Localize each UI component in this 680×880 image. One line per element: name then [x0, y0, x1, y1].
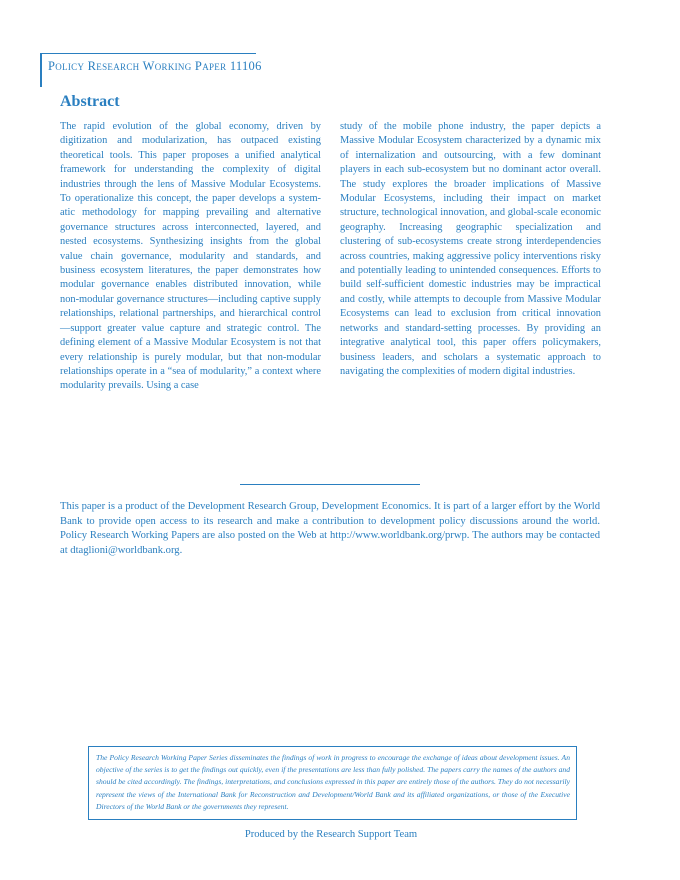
series-title: Policy Research Working Paper 11106	[48, 59, 262, 73]
abstract-column-right: study of the mobile phone industry, the paper depicts a Massive Modular Ecosystem characterized by a dynamic mix of internalization and outsourcing, with a few dominant players in each sub-ecosystem but no dominant actor overall. The study explores the broader implications of Massive Modular Ecosystems, including their impact on market structure, technological innovation, and global-scale economic geography. Increasing geographic specialization and clustering of sub-ecosystems create strong interdependencies across countries, making aggressive policy interventions risky and potentially leading to unintended consequences. Efforts to build self-sufficient domestic industries may be impractical and costly, while attempts to decouple from Massive Modular Ecosystems can lead to exclusion from critical innovation networks and standard-setting processes. By providing an integrative analytical tool, this paper offers policymakers, business leaders, and scholars a systematic approach to navigating the complexities of modern digital industries.	[340, 121, 601, 377]
section-divider	[240, 484, 420, 485]
disclaimer-box	[88, 746, 577, 820]
abstract-column-left: The rapid evolution of the global economy, driven by digitization and modularization, has outpaced existing theoretical tools. This paper proposes a unified analytical framework for understanding the complexity of digital industries through the lens of Massive Modular Ecosystems. To operationalize this concept, the paper develops a systematic methodology for mapping prevailing and alternative governance structures across interconnected, layered, and nested ecosystems. Synthesizing insights from the global value chain governance, modularity and standards, and business ecosystem literatures, the paper demonstrates how modular governance enables distributed innovation, while non-modular governance structures—including captive supply relationships, relational partnerships, and hierarchical control—support greater value capture and strategic control. The defining element of a Massive Modular Ecosystem is not that every relationship is purely modular, but that non-modular relationships operate in a “sea of modularity,” a context where modularity prevails. Using a case	[60, 121, 321, 392]
abstract-heading: Abstract	[60, 93, 120, 110]
product-note: This paper is a product of the Development Research Group, Development Economics. It is part of a larger effort by the World Bank to provide open access to its research and make a contribution to development policy discussions around the world. Policy Research Working Papers are also posted on the Web at http://www.worldbank.org/prwp. The authors may be contacted at dtaglioni@worldbank.org.	[60, 501, 600, 556]
series-header	[40, 53, 262, 87]
disclaimer-text: The Policy Research Working Paper Series disseminates the findings of work in progress to encourage the exchange of ideas about development issues. An objective of the series is to get the findings out quickly, even if the presentations are less than fully polished. The papers carry the names of the authors and should be cited accordingly. The findings, interpretations, and conclusions expressed in this paper are entirely those of the authors. They do not necessarily represent the views of the International Bank for Reconstruction and Development/World Bank and its affiliated organizations, or those of the Executive Directors of the World Bank or the governments they represent.	[96, 753, 570, 811]
produced-by: Produced by the Research Support Team	[244, 829, 418, 840]
